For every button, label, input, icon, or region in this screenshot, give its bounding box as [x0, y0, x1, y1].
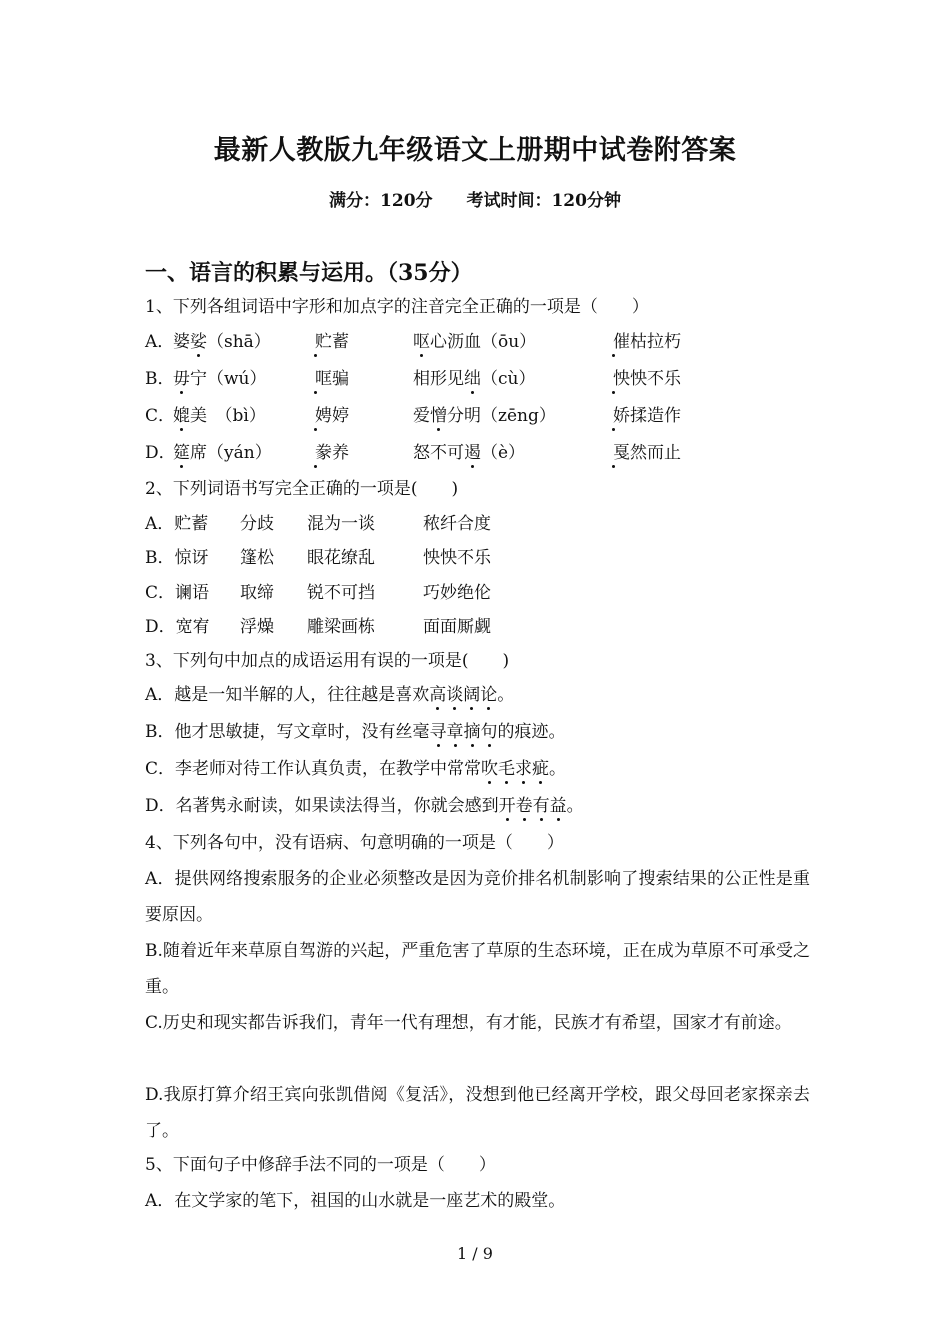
dotted-character: 憎 [430, 406, 447, 426]
page-title: 最新人教版九年级语文上册期中试卷附答案 [213, 135, 737, 166]
dotted-character: 阔 [463, 685, 481, 705]
question-4-stem: 4、下列各句中，没有语病、句意明确的一项是（ ） [145, 833, 564, 853]
option-word: 雕梁画栋 [307, 617, 375, 637]
option-word: 巧妙绝伦 [423, 583, 491, 603]
dotted-idiom [430, 722, 498, 742]
question-3-stem: 3、下列句中加点的成语运用有误的一项是( ) [145, 651, 510, 671]
option-word: 相形见绌（cù） [413, 369, 536, 389]
dotted-character: 高 [429, 685, 447, 705]
option-word: 娉婷 [315, 406, 349, 426]
option-word: 毋宁（wú） [173, 369, 267, 389]
option-word: 浮燥 [240, 617, 274, 637]
question-4-option-d: D.我原打算介绍王宾向张凯借阅《复活》，没想到他已经离开学校，跟父母回老家探亲去了。 [145, 1085, 810, 1141]
option-word: 婆娑（shā） [173, 332, 271, 352]
dotted-character: 绌 [464, 369, 481, 389]
option-label: C． [145, 406, 176, 426]
section-heading: 一、语言的积累与运用。（35分） [145, 260, 473, 286]
question-3-option-d: D．名著隽永耐读，如果读法得当，你就会感到开卷有益。 [145, 796, 584, 816]
option-word: 戛然而止 [613, 443, 681, 463]
exam-info [0, 186, 950, 211]
option-word: 取缔 [240, 583, 274, 603]
option-word: B．惊讶 [145, 548, 209, 568]
question-4-option-b: B.随着近年来草原自驾游的兴起，严重危害了草原的生态环境，正在成为草原不可承受之重。 [145, 941, 810, 997]
question-5-option-a: A．在文学家的笔下，祖国的山水就是一座艺术的殿堂。 [145, 1191, 566, 1211]
question-3-option-a: A．越是一知半解的人，往往越是喜欢高谈阔论。 [145, 685, 515, 705]
question-4-option-c: C.历史和现实都告诉我们，青年一代有理想，有才能，民族才有希望，国家才有前途。 [145, 1013, 792, 1033]
dotted-character: 毋 [173, 369, 190, 389]
full-score: 满分：120分 [329, 191, 433, 211]
question-4-option-a: A．提供网络搜索服务的企业必须整改是因为竞价排名机制影响了搜索结果的公正性是重要原因。 [145, 869, 810, 925]
dotted-character: 遏 [464, 443, 481, 463]
option-word: 秾纤合度 [423, 514, 491, 534]
option-word: C．谰语 [145, 583, 210, 603]
option-word: 篷松 [240, 548, 274, 568]
dotted-character: 谈 [446, 685, 464, 705]
option-word: 催枯拉朽 [613, 332, 681, 352]
option-word: 怏怏不乐 [613, 369, 681, 389]
dotted-character: 卷 [515, 796, 533, 816]
option-word: 媲美 （bì） [173, 406, 266, 426]
option-word: 哐骗 [315, 369, 349, 389]
dotted-character: 求 [515, 759, 533, 779]
option-word: 筵席（yán） [173, 443, 272, 463]
option-word: 怏怏不乐 [423, 548, 491, 568]
question-5-stem: 5、下面句子中修辞手法不同的一项是（ ） [145, 1155, 496, 1175]
option-word: 爱憎分明（zēng） [413, 406, 556, 426]
option-label: D． [145, 443, 176, 463]
option-label: B． [145, 369, 175, 389]
dotted-character: 疵 [532, 759, 550, 779]
dotted-character: 娑 [190, 332, 207, 352]
exam-time: 考试时间：120分钟 [466, 191, 621, 211]
option-word: 眼花缭乱 [307, 548, 375, 568]
question-3-option-c: C．李老师对待工作认真负责，在教学中常常吹毛求疵。 [145, 759, 567, 779]
option-word: 豢养 [315, 443, 349, 463]
question-2-stem: 2、下列词语书写完全正确的一项是( ) [145, 479, 459, 499]
dotted-character: 吹 [481, 759, 499, 779]
dotted-character: 寻 [429, 722, 447, 742]
dotted-character: 毛 [498, 759, 516, 779]
dotted-character: 筵 [173, 443, 190, 463]
option-word: 混为一谈 [307, 514, 375, 534]
option-word: 贮蓄 [315, 332, 349, 352]
option-word: 分歧 [240, 514, 274, 534]
option-word: 娇揉造作 [613, 406, 681, 426]
dotted-character: 益 [549, 796, 567, 816]
dotted-character: 论 [480, 685, 498, 705]
option-word: 面面厮觑 [423, 617, 491, 637]
dotted-character: 句 [480, 722, 498, 742]
dotted-character: 有 [532, 796, 550, 816]
option-word: 呕心沥血（ōu） [413, 332, 537, 352]
dotted-idiom [499, 796, 567, 816]
question-1-stem: 1、下列各组词语中字形和加点字的注音完全正确的一项是（ ） [145, 297, 649, 317]
option-word: D．宽宥 [145, 617, 210, 637]
dotted-character: 摘 [463, 722, 481, 742]
page-number: 1 / 9 [457, 1244, 493, 1263]
dotted-idiom [429, 685, 497, 705]
dotted-character: 开 [498, 796, 516, 816]
option-word: A．贮蓄 [145, 514, 209, 534]
dotted-character: 呕 [413, 332, 430, 352]
dotted-character: 章 [446, 722, 464, 742]
dotted-character: 媲 [173, 406, 190, 426]
option-label: A． [145, 332, 175, 352]
option-word: 怒不可遏（è） [413, 443, 526, 463]
question-3-option-b: B．他才思敏捷，写文章时，没有丝毫寻章摘句的痕迹。 [145, 722, 566, 742]
dotted-idiom [481, 759, 549, 779]
option-word: 锐不可挡 [307, 583, 375, 603]
